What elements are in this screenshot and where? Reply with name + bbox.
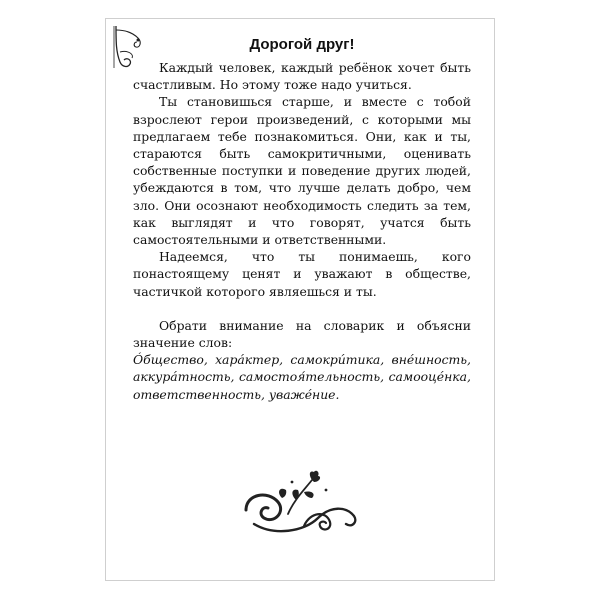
paragraph-3: Надеемся, что ты понимаешь, кого понастоящему ценят и уважают в обществе, частичкой которого являешься и ты. bbox=[133, 249, 471, 299]
floral-flourish-icon bbox=[234, 470, 364, 540]
paragraph-2: Ты становишься старше, и вместе с тобой взрослеют герои произведений, с которыми мы предлагаем тебе познакомиться. Они, как и ты, стараются быть самокритичными, оценивать собственные поступки и поведение других людей, убеждаются в том, что лучше делать добро, чем зло. Они осознают необходимость следить за тем, как выглядят и что говорят, учатся быть самостоятельными и ответственными. bbox=[133, 94, 471, 248]
vocabulary-list: Óбщество, харáктер, самокрúтика, внéшность, аккурáтность, самостоя́тельность, самооцéнка, ответственность, уважéние. bbox=[133, 352, 471, 402]
paragraph-1: Каждый человек, каждый ребёнок хочет быть счастливым. Но этому тоже надо учиться. bbox=[133, 60, 471, 93]
instruction-text: Обрати внимание на словарик и объясни значение слов: bbox=[133, 317, 471, 351]
spacer bbox=[133, 300, 471, 317]
page-title: Дорогой друг! bbox=[249, 36, 355, 53]
text-block bbox=[133, 36, 471, 403]
